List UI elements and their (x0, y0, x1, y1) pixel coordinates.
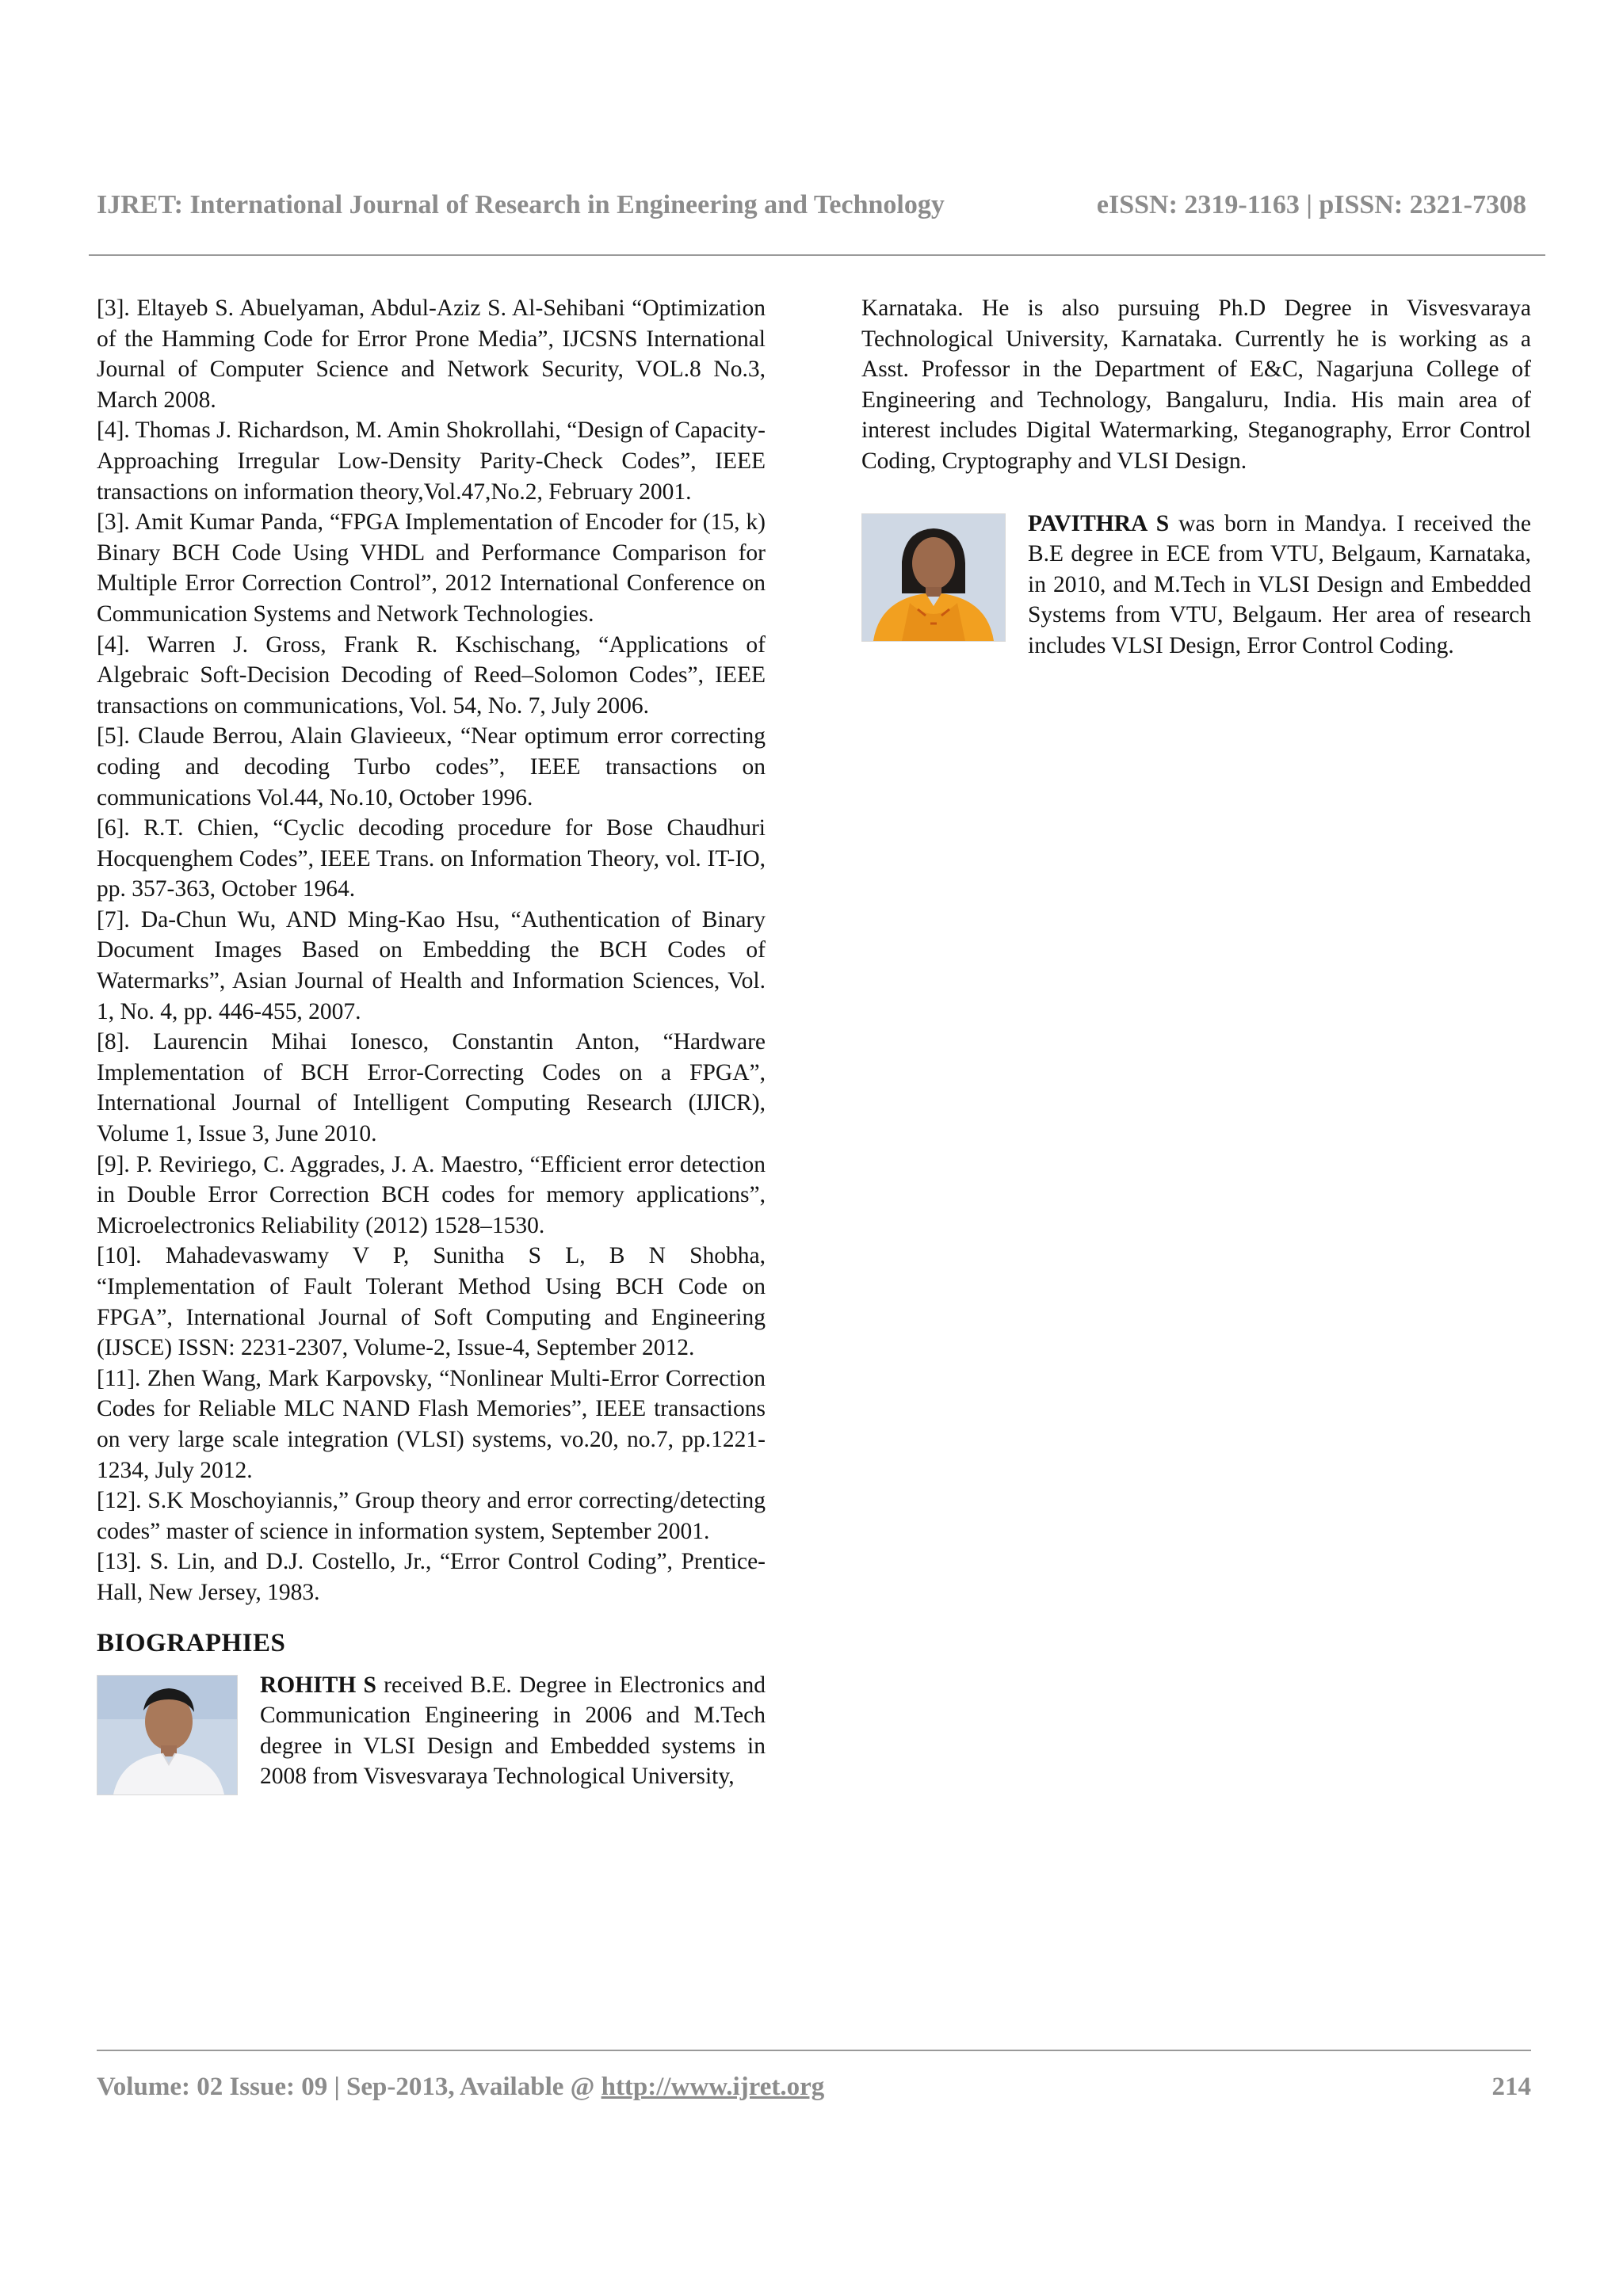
reference-item: [9]. P. Reviriego, C. Aggrades, J. A. Maestro, “Efficient error detection in Double Error Correction BCH codes for memory applications”, Microelectronics Reliability (2012) 1528–1530. (97, 1151, 766, 1238)
reference-item: [7]. Da-Chun Wu, AND Ming-Kao Hsu, “Authentication of Binary Document Images Based on Embedding the BCH Codes of Watermarks”, Asian Journal of Health and Information Sciences, Vol. 1, No. 4, pp. 446-455, 2007. (97, 906, 766, 1024)
pavithra-photo (861, 513, 1006, 642)
spacer (861, 477, 1531, 509)
pavithra-bio-text: was born in Mandya. I received the B.E degree in ECE from VTU, Belgaum, Karnataka, in 2010, and M.Tech in VLSI Design and Embedded Systems from VTU, Belgaum. Her area of research includes VLSI Design, Error Control Coding. (1028, 510, 1532, 658)
footer-volume (97, 2073, 824, 2102)
rohith-bio-continued: Karnataka. He is also pursuing Ph.D Degree in Visvesvaraya Technological University, Karnataka. Currently he is working as a Asst. Professor in the Department of E&C, Nagarjuna College of Engineering and Technology, Bangaluru, India. His main area of interest includes Digital Watermarking, Steganography, Error Control Coding, Cryptography and VLSI Design. (861, 296, 1531, 474)
reference-list (97, 293, 766, 1608)
reference-item: [3]. Amit Kumar Panda, “FPGA Implementation of Encoder for (15, k) Binary BCH Code Using VHDL and Performance Comparison for Multiple Error Correction Control”, 2012 International Conference on Communication Systems and Network Technologies. (97, 509, 766, 627)
reference-item: [12]. S.K Moschoyiannis,” Group theory and error correcting/detecting codes” master of science in information system, September 2001. (97, 1488, 766, 1544)
reference-item: [8]. Laurencin Mihai Ionesco, Constantin Anton, “Hardware Implementation of BCH Error-Correcting Codes on a FPGA”, International Journal of Intelligent Computing Research (IJICR), Volume 1, Issue 3, June 2010. (97, 1029, 766, 1147)
reference-item: [5]. Claude Berrou, Alain Glavieeux, “Near optimum error correcting coding and decoding Turbo codes”, IEEE transactions on communications Vol.44, No.10, October 1996. (97, 723, 766, 810)
pavithra-name: PAVITHRA S (1028, 510, 1170, 536)
reference-item: [4]. Warren J. Gross, Frank R. Kschischang, “Applications of Algebraic Soft-Decision Decoding of Reed–Solomon Codes”, IEEE transactions on communications, Vol. 54, No. 7, July 2006. (97, 631, 766, 719)
reference-item: [13]. S. Lin, and D.J. Costello, Jr., “Error Control Coding”, Prentice-Hall, New Jersey, 1983. (97, 1549, 766, 1605)
reference-item: [11]. Zhen Wang, Mark Karpovsky, “Nonlinear Multi-Error Correction Codes for Reliable MLC NAND Flash Memories”, IEEE transactions on very large scale integration (VLSI) systems, vo.20, no.7, pp.1221-1234, July 2012. (97, 1365, 766, 1483)
rohith-photo (97, 1675, 238, 1795)
biographies-heading: BIOGRAPHIES (97, 1628, 286, 1657)
left-column (97, 293, 766, 1798)
bio-rohith (97, 1670, 766, 1792)
reference-item: [10]. Mahadevaswamy V P, Sunitha S L, B N Shobha, “Implementation of Fault Tolerant Method Using BCH Code on FPGA”, International Journal of Soft Computing and Engineering (IJSCE) ISSN: 2231-2307, Volume-2, Issue-4, September 2012. (97, 1243, 766, 1361)
page-header (97, 190, 1526, 220)
header-divider (89, 254, 1545, 256)
reference-item: [3]. Eltayeb S. Abuelyaman, Abdul-Aziz S. Al-Sehibani “Optimization of the Hamming Code for Error Prone Media”, IJCSNS International Journal of Computer Science and Network Security, VOL.8 No.3, March 2008. (97, 296, 766, 413)
journal-link[interactable]: http://www.ijret.org (601, 2073, 825, 2101)
journal-title: IJRET: International Journal of Research in Engineering and Technology (97, 190, 945, 219)
rohith-bio-text: received B.E. Degree in Electronics and Communication Engineering in 2006 and M.Tech degree in VLSI Design and Embedded systems in 2008 from Visvesvaraya Technological University, (260, 1672, 766, 1790)
reference-item: [6]. R.T. Chien, “Cyclic decoding procedure for Bose Chaudhuri Hocquenghem Codes”, IEEE Trans. on Information Theory, vol. IT-IO, pp. 357-363, October 1964. (97, 815, 766, 902)
footer-divider (97, 2050, 1531, 2051)
rohith-name: ROHITH S (260, 1672, 376, 1698)
bio-pavithra (861, 509, 1531, 662)
issn-info: eISSN: 2319-1163 | pISSN: 2321-7308 (1096, 190, 1526, 219)
volume-info: Volume: 02 Issue: 09 | Sep-2013, Available @ (97, 2073, 601, 2101)
right-column (861, 293, 1531, 662)
page-footer (97, 2073, 1531, 2102)
page-number: 214 (1491, 2073, 1531, 2101)
reference-item: [4]. Thomas J. Richardson, M. Amin Shokrollahi, “Design of Capacity-Approaching Irregular Low-Density Parity-Check Codes”, IEEE transactions on information theory,Vol.47,No.2, February 2001. (97, 418, 766, 505)
